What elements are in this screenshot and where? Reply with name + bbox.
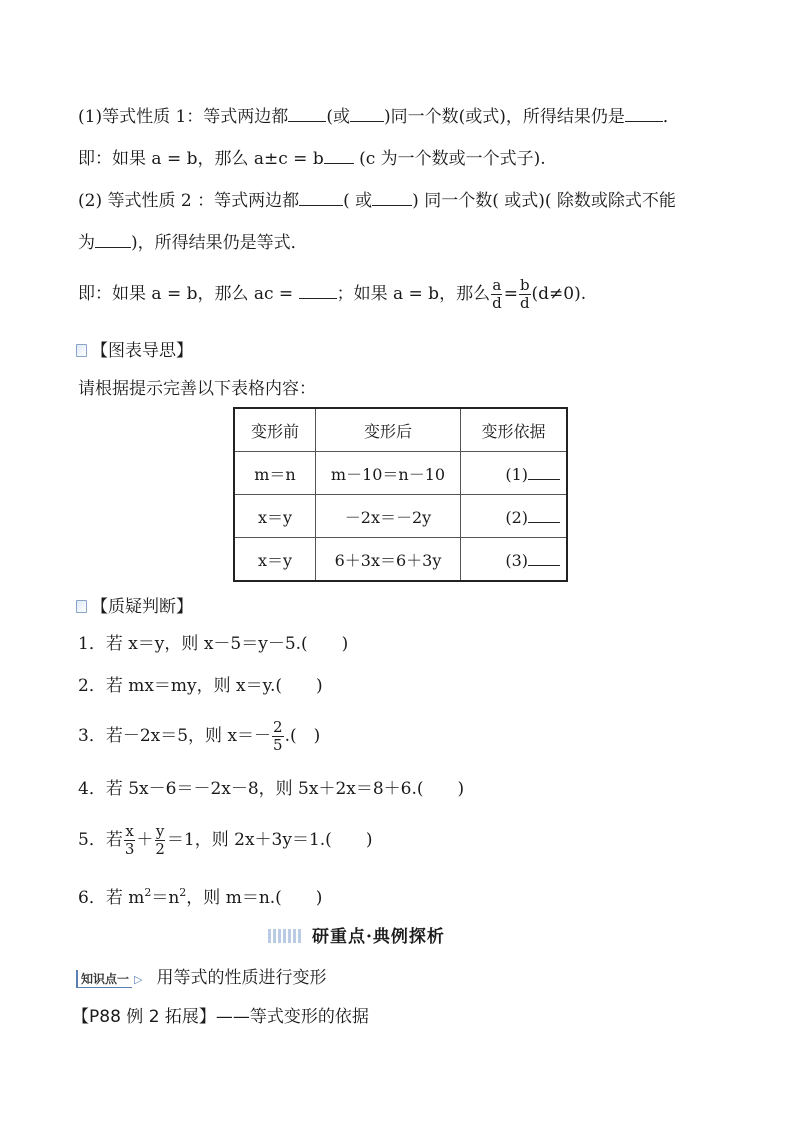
arrow-right-icon: ▷	[134, 973, 143, 986]
property1-line1: (1)等式性质 1：等式两边都 (或 )同一个数(或式)，所得结果仍是 ．	[78, 107, 680, 127]
property2-line2: 为 )，所得结果仍是等式．	[78, 233, 308, 253]
table-row	[234, 538, 567, 582]
table-header-row	[234, 408, 567, 452]
section-judgement: 【质疑判断】	[76, 592, 193, 617]
fill-blank[interactable]	[625, 105, 663, 122]
fill-blank[interactable]	[324, 147, 354, 164]
transformation-table	[233, 407, 568, 582]
fill-blank[interactable]	[299, 282, 337, 299]
table-cell: (1)	[461, 452, 568, 495]
judge-item-6: 6．若 $m^2=n^2$，则 m＝n.( )	[78, 886, 323, 908]
knowledge-title: 用等式的性质进行变形	[156, 968, 327, 988]
knowledge-point	[76, 963, 326, 988]
table-header: 变形后	[316, 408, 461, 452]
table-header: 变形依据	[461, 408, 568, 452]
table-cell: m＝n	[234, 452, 316, 495]
fill-blank[interactable]	[95, 231, 131, 248]
fill-blank[interactable]	[528, 463, 560, 480]
fill-blank[interactable]	[528, 549, 560, 566]
judge-item-3: 3．若－2x＝5，则 x＝－ $\frac{2}{5}$ .( )	[78, 718, 321, 754]
banner-decoration-icon	[268, 929, 302, 943]
example-heading: 【P88 例 2 拓展】——等式变形的依据	[72, 1007, 369, 1027]
note-icon	[76, 600, 87, 613]
property1-line2: 即：如果 a = b，那么 a±c = b (c 为一个数或一个式子).	[78, 149, 546, 169]
judge-item-5: 5．若 $\frac{x}{3}$ ＋ $\frac{y}{2}$ ＝1，则 2x＋3y＝1.( )	[78, 822, 373, 858]
table-header: 变形前	[234, 408, 316, 452]
judge-item-2: 2．若 mx＝my，则 x＝y.( )	[78, 676, 323, 696]
fraction-x-over-3: $\frac{x}{3}$	[124, 822, 135, 858]
table-intro: 请根据提示完善以下表格内容：	[78, 379, 316, 399]
table-cell: (3)	[461, 538, 568, 582]
table-cell: (2)	[461, 495, 568, 538]
fraction-2-over-5: $\frac{2}{5}$	[273, 718, 283, 754]
knowledge-tag: 知识点一	[76, 970, 132, 988]
fraction-y-over-2: $\frac{y}{2}$	[155, 822, 165, 858]
section-chart-guide: 【图表导思】	[76, 336, 193, 361]
fill-blank[interactable]	[299, 189, 343, 206]
fraction-a-over-d: $\frac{a}{d}$	[492, 276, 502, 312]
fraction-b-over-d: $\frac{b}{d}$	[519, 276, 530, 312]
table-row	[234, 452, 567, 495]
judge-item-4: 4．若 5x－6＝－2x－8，则 5x＋2x＝8＋6.( )	[78, 779, 465, 799]
section-banner: 研重点·典例探析	[268, 922, 445, 947]
fill-blank[interactable]	[350, 105, 384, 122]
judge-item-1: 1．若 x＝y，则 x－5＝y－5.( )	[78, 634, 349, 654]
note-icon	[76, 344, 87, 357]
table-cell: x＝y	[234, 538, 316, 582]
table-cell: 6＋3x＝6＋3y	[316, 538, 461, 582]
table-cell: m－10＝n－10	[316, 452, 461, 495]
property2-line1: (2) 等式性质 2 ：等式两边都 ( 或 ) 同一个数( 或式)( 除数或除式不能	[78, 191, 676, 211]
table-cell: －2x＝－2y	[316, 495, 461, 538]
fill-blank[interactable]	[288, 105, 326, 122]
table-cell: x＝y	[234, 495, 316, 538]
fill-blank[interactable]	[528, 506, 560, 523]
property2-line3: 即：如果 a = b，那么 ac = ；如果 a = b，那么 $\frac{a}{d}$ = $\frac{b}{d}$ (d≠0).	[78, 276, 587, 312]
fill-blank[interactable]	[372, 189, 412, 206]
table-row	[234, 495, 567, 538]
